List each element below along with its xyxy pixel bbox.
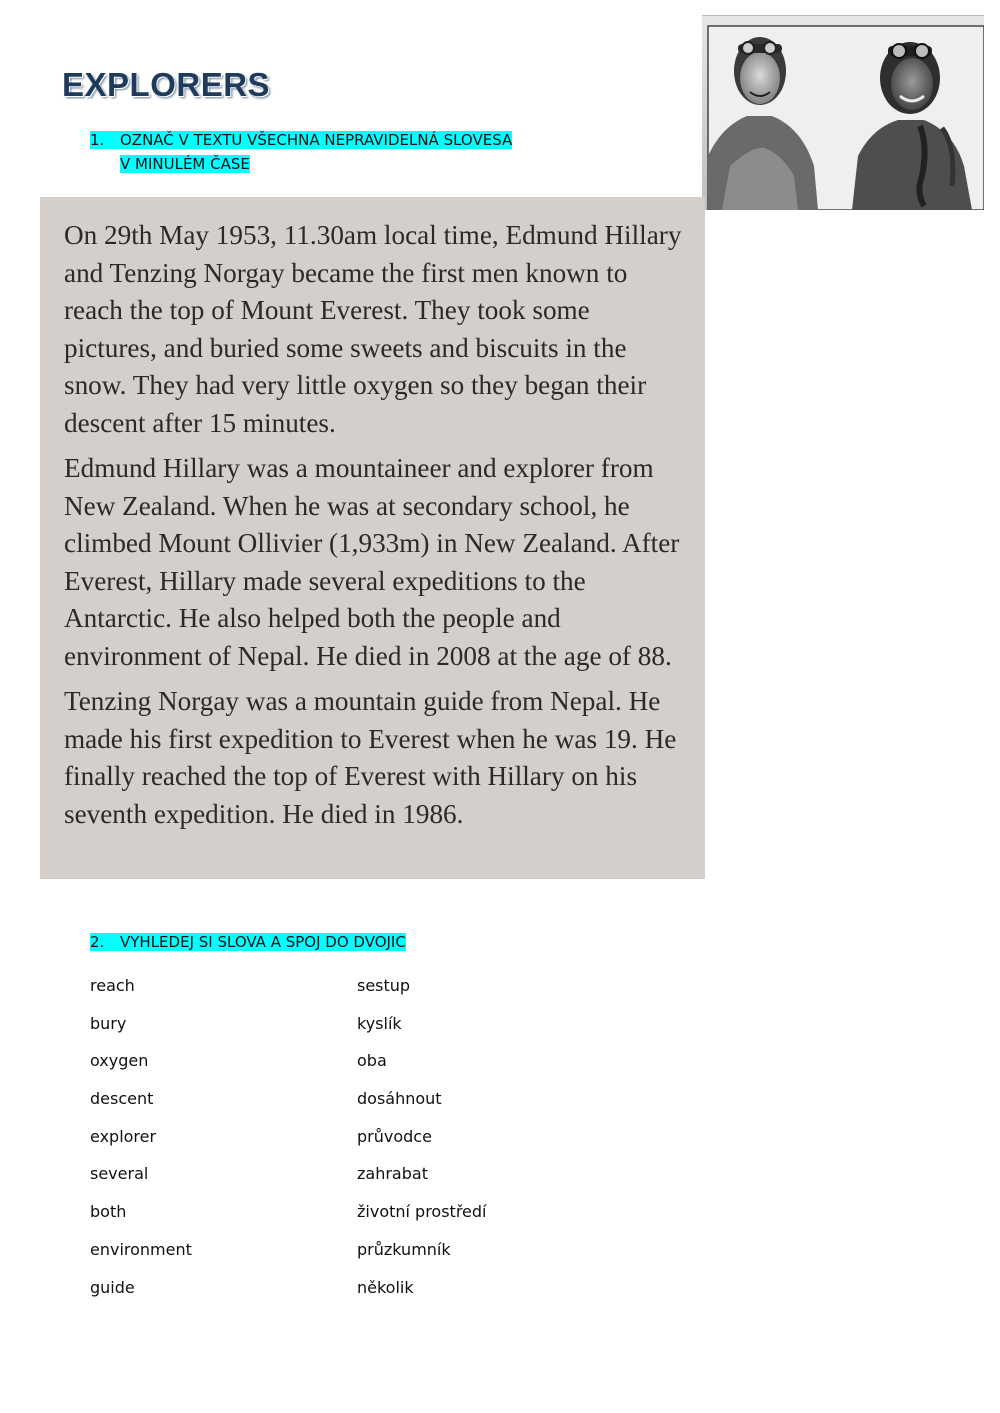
vocab-english-word: both: [90, 1202, 127, 1222]
vocab-czech-word: sestup: [357, 976, 411, 995]
vocab-czech-word: průvodce: [357, 1126, 432, 1146]
task-2-instruction: [90, 930, 406, 954]
vocab-english-word: environment: [90, 1239, 192, 1259]
reading-paragraph-3: Tenzing Norgay was a mountain guide from Nepal. He made his first expedition to Everest when he was 19. He finally reached the top of Everest with Hillary on his seventh expedition. He died in 1986.: [64, 686, 677, 829]
task-2-number: 2.: [90, 933, 105, 951]
vocab-czech-word: několik: [357, 1277, 414, 1297]
page-title: EXPLORERS: [62, 66, 271, 103]
photo-image: [702, 16, 984, 210]
task-1-line-2: V MINULÉM ČASE: [120, 155, 250, 173]
vocab-english-column: [90, 967, 192, 1306]
task-1-number: 1.: [90, 131, 105, 149]
vocab-english-word: guide: [90, 1277, 135, 1297]
vocab-czech-word: kyslík: [357, 1013, 402, 1033]
reading-passage: [40, 197, 705, 879]
vocab-english-word: explorer: [90, 1126, 157, 1146]
explorers-photo: [702, 15, 984, 210]
task-1-line-1: OZNAČ V TEXTU VŠECHNA NEPRAVIDELNÁ SLOVESA: [120, 131, 513, 149]
vocab-czech-word: průzkumník: [357, 1239, 451, 1259]
vocab-english-word: oxygen: [90, 1051, 149, 1071]
vocab-english-word: descent: [90, 1089, 154, 1109]
reading-paragraph-1: On 29th May 1953, 11.30am local time, Edmund Hillary and Tenzing Norgay became the first men known to reach the top of Mount Everest. They took some pictures, and buried some sweets and biscuits in the snow. They had very little oxygen so they began their descent after 15 minutes.: [64, 220, 682, 438]
task-1-instruction: [90, 128, 512, 176]
vocab-english-word: bury: [90, 1013, 127, 1033]
vocab-english-word: several: [90, 1164, 149, 1184]
vocab-czech-column: [357, 967, 487, 1306]
reading-paragraph-2: Edmund Hillary was a mountaineer and explorer from New Zealand. When he was at secondary school, he climbed Mount Ollivier (1,933m) in New Zealand. After Everest, Hillary made several expeditions to the Antarctic. He also helped both the people and environment of Nepal. He died in 2008 at the age of 88.: [64, 453, 680, 671]
task-2-text: VYHLEDEJ SI SLOVA A SPOJ DO DVOJIC: [120, 933, 406, 951]
vocab-czech-word: zahrabat: [357, 1164, 428, 1184]
vocab-english-word: reach: [90, 976, 135, 995]
vocab-czech-word: životní prostředí: [357, 1202, 487, 1222]
vocab-czech-word: dosáhnout: [357, 1089, 442, 1109]
vocab-czech-word: oba: [357, 1051, 387, 1071]
